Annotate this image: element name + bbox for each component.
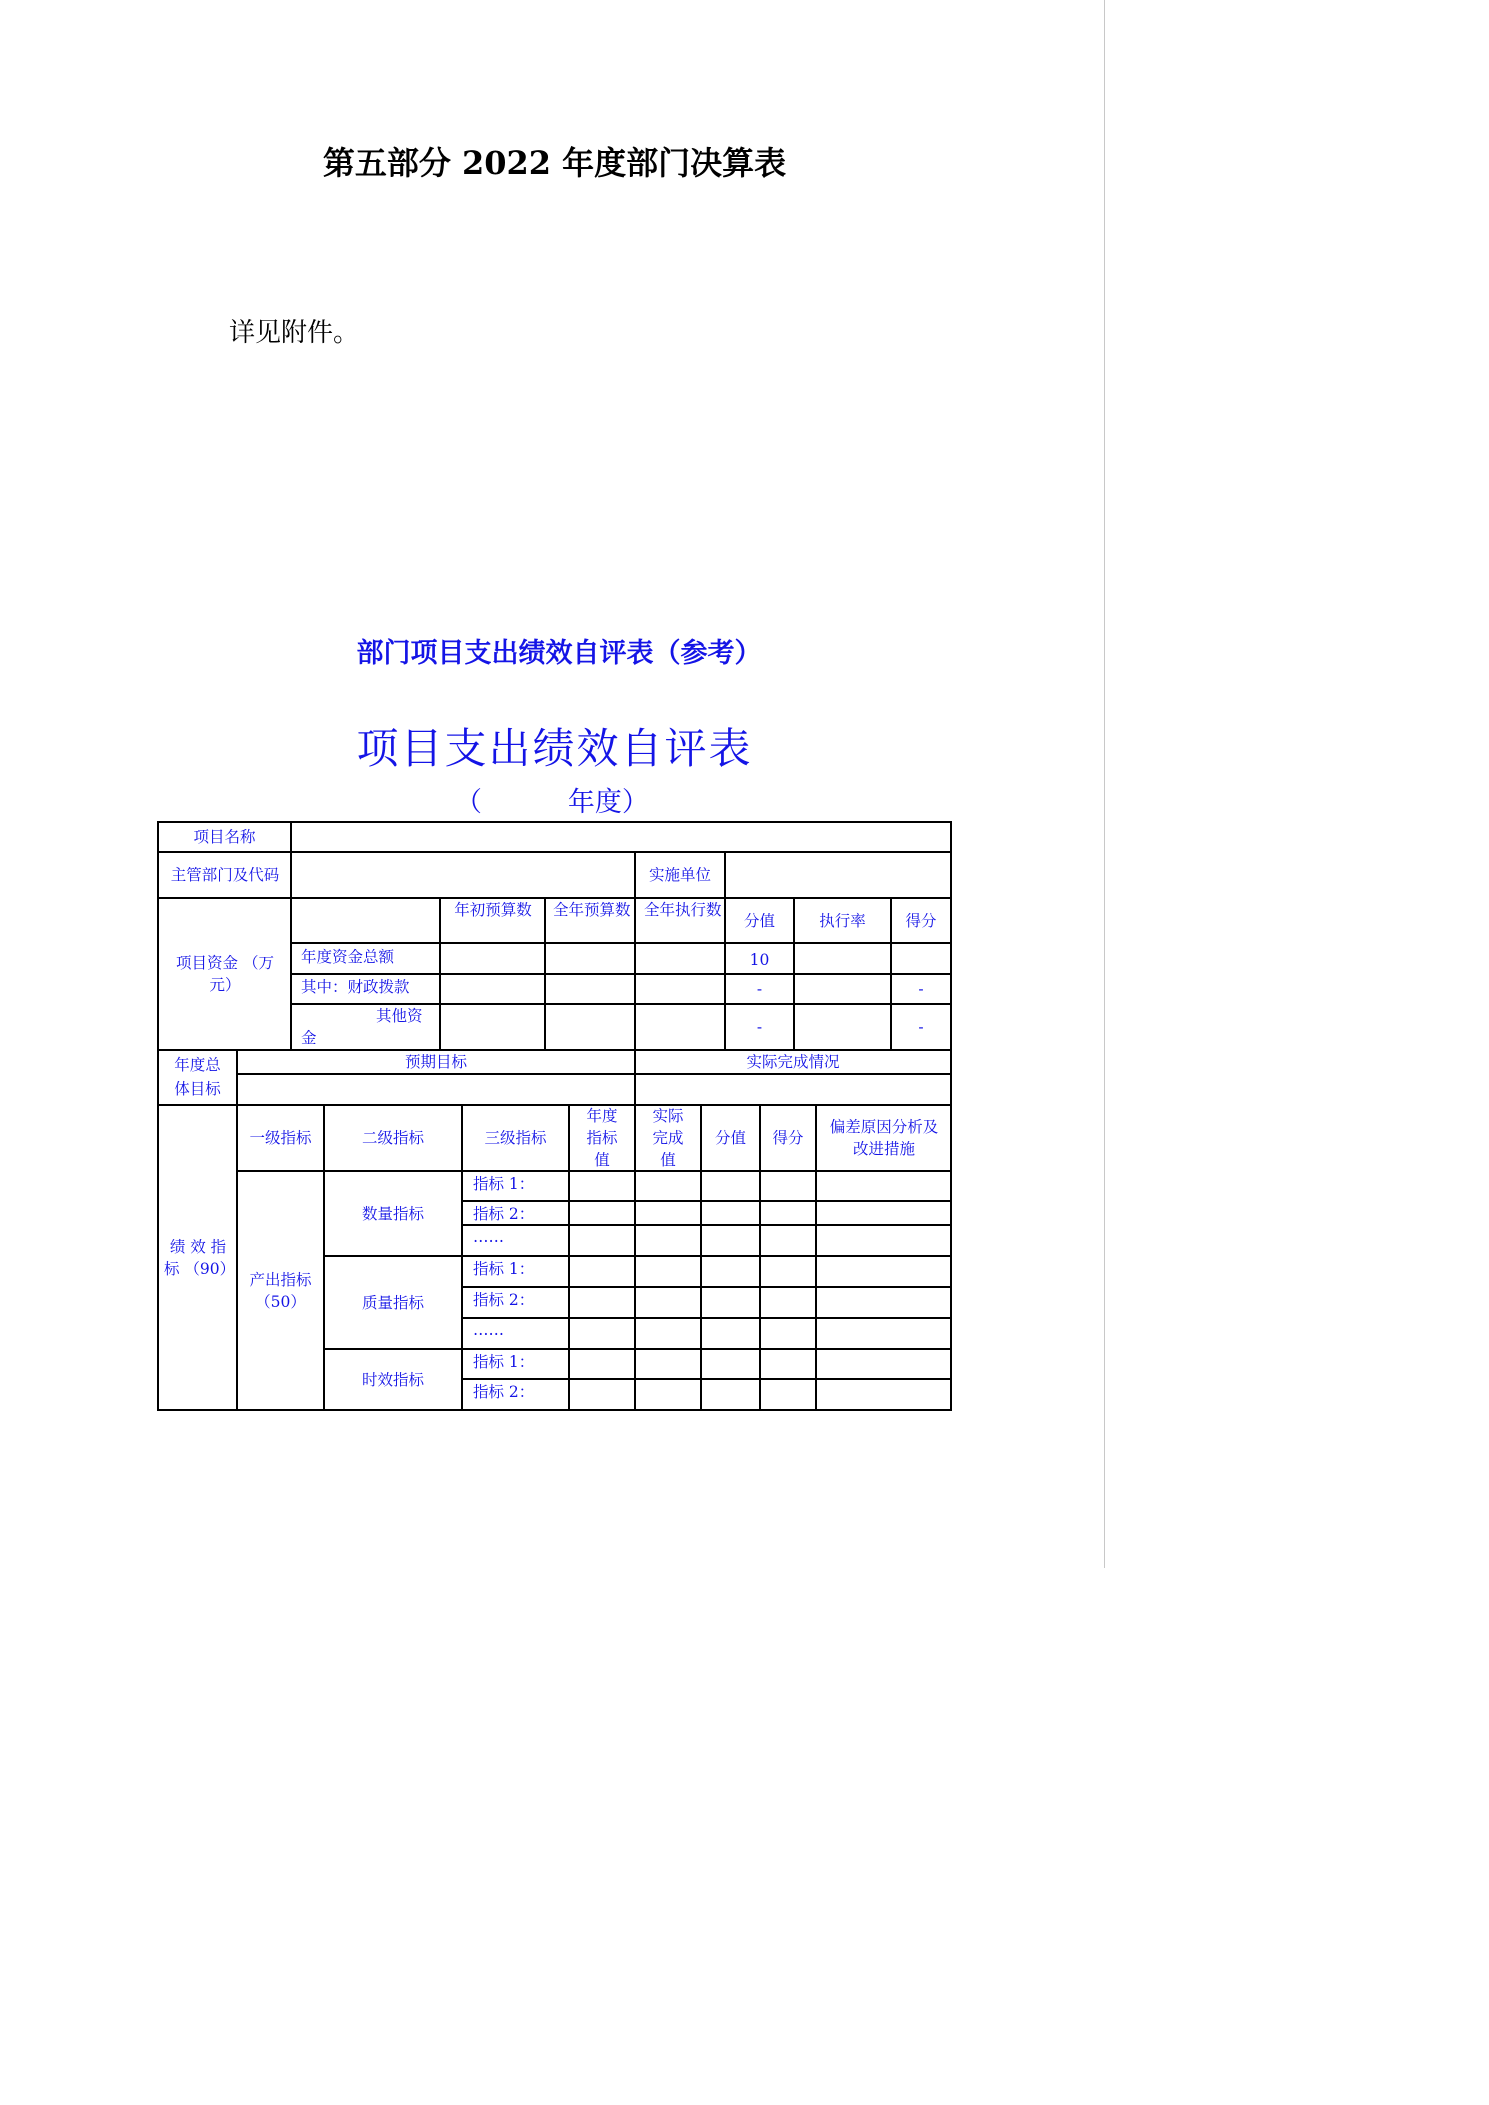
quality-item-1: 指标 1： (473, 1260, 535, 1278)
label-output-indicators: 产出指标 （50） (249, 1270, 312, 1311)
header-level3-indicator: 三级指标 (484, 1129, 547, 1147)
reference-title: 部门项目支出绩效自评表（参考） (356, 638, 762, 669)
label-performance-indicators: 绩 效 指 标 （90） (164, 1237, 236, 1278)
label-annual-goal-line1: 年度总 (174, 1056, 221, 1074)
label-expected-goal: 预期目标 (404, 1053, 467, 1071)
label-quality-indicator: 质量指标 (361, 1293, 424, 1312)
row-fiscal-allocation: 其中：财政拨款 (301, 978, 410, 996)
h-line (236, 1073, 952, 1075)
fiscal-score-value-dash: - (756, 980, 763, 998)
header-deviation-analysis: 偏差原因分析及改进措施 (829, 1118, 939, 1158)
row-other-funds-a: 其他资 (376, 1007, 423, 1025)
see-attachment-text: 详见附件。 (229, 318, 360, 348)
v-line (568, 1104, 570, 1411)
label-actual-completion: 实际完成情况 (746, 1053, 840, 1071)
header-execution-rate: 执行率 (819, 911, 866, 930)
header-indicator-score: 得分 (772, 1129, 804, 1147)
row-annual-total: 年度资金总额 (301, 947, 395, 966)
label-dept-code: 主管部门及代码 (170, 866, 280, 884)
header-annual-indicator-value: 年度指标值 (586, 1107, 618, 1169)
quantity-item-ellipsis: …… (473, 1228, 504, 1246)
header-initial-budget: 年初预算数 (454, 901, 532, 919)
part-title: 第五部分 2022 年度部门决算表 (322, 144, 787, 182)
other-score-dash: - (918, 1018, 924, 1036)
quantity-item-2: 指标 2： (473, 1205, 535, 1223)
label-timeliness-indicator: 时效指标 (361, 1370, 424, 1389)
v-line (236, 1049, 238, 1411)
label-project-funds: 项目资金 （万元） (176, 954, 274, 994)
timeliness-item-1: 指标 1： (473, 1353, 535, 1371)
v-line (815, 1104, 817, 1411)
year-line: （ 年度） (455, 787, 649, 818)
annual-total-score-value: 10 (749, 950, 770, 969)
other-score-value-dash: - (756, 1018, 763, 1036)
label-project-name: 项目名称 (193, 828, 256, 846)
table-border-right (950, 821, 952, 1411)
v-line (439, 897, 441, 1050)
fiscal-score-dash: - (918, 980, 924, 998)
table-border-bottom (157, 1409, 952, 1411)
timeliness-item-2: 指标 2： (473, 1383, 535, 1401)
quantity-item-1: 指标 1： (473, 1175, 535, 1193)
header-score: 得分 (905, 911, 937, 930)
label-quantity-indicator: 数量指标 (361, 1204, 424, 1223)
header-indicator-score-value: 分值 (714, 1129, 746, 1147)
header-level2-indicator: 二级指标 (361, 1129, 424, 1147)
v-line (544, 897, 546, 1050)
header-level1-indicator: 一级指标 (249, 1129, 312, 1147)
form-title: 项目支出绩效自评表 (356, 724, 753, 773)
header-full-year-budget: 全年预算数 (553, 901, 631, 919)
v-line (634, 1049, 636, 1411)
header-full-year-execution: 全年执行数 (644, 901, 722, 919)
v-line (290, 821, 292, 1050)
table-border-left (157, 821, 159, 1411)
quality-item-2: 指标 2： (473, 1291, 535, 1309)
label-impl-unit: 实施单位 (648, 866, 711, 884)
row-other-funds-b: 金 (301, 1029, 317, 1047)
header-score-value: 分值 (743, 911, 775, 930)
label-annual-goal-line2: 体目标 (174, 1080, 221, 1098)
quality-item-ellipsis: …… (473, 1321, 504, 1339)
header-actual-completion-value: 实际完成值 (652, 1107, 684, 1169)
